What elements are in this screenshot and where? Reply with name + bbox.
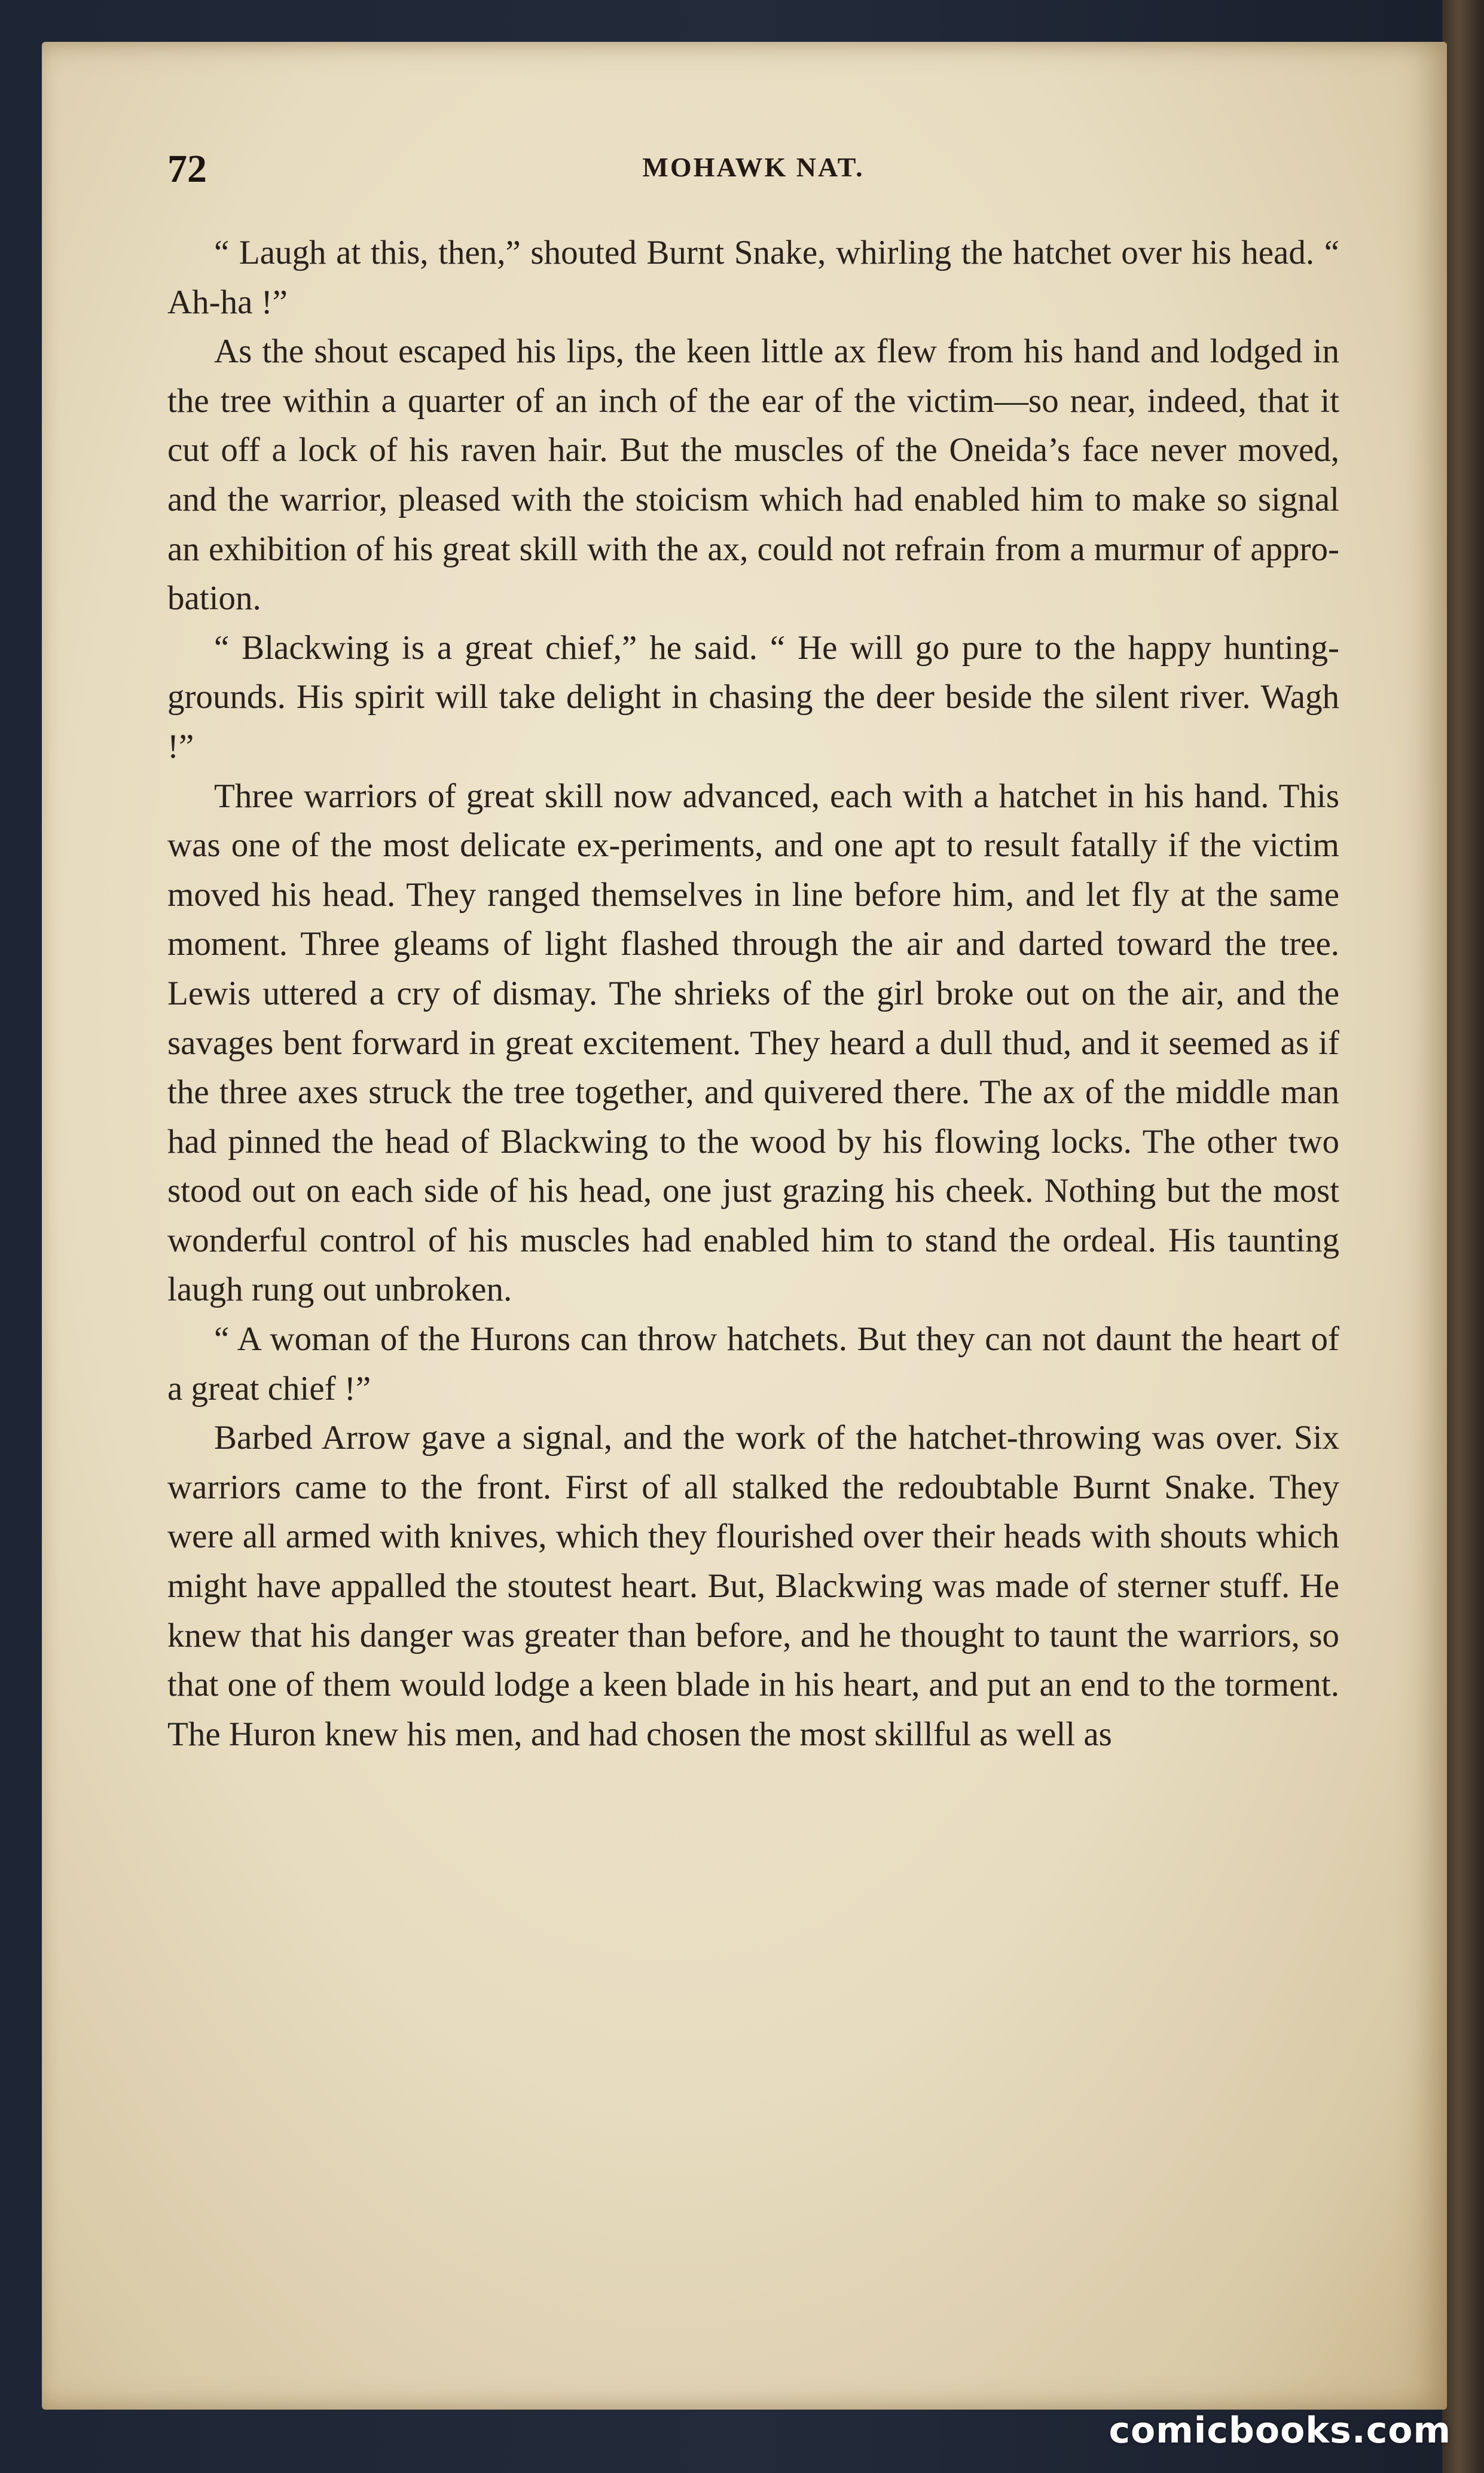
paragraph-6: Barbed Arrow gave a signal, and the work of the hatchet-throwing was over. Six warriors came to the front. First of all stalked the redoubtable Burnt Snake. They were all armed with knives, which they flourished over their heads with shouts which might have appalled the stoutest heart. But, Blackwing was made of sterner stuff. He knew that his danger was greater than before, and he thought to taunt the warriors, so that one of them would lodge a keen blade in his heart, and put an end to the torment. The Huron knew his men, and had chosen the most skillful as well as (167, 1419, 1339, 1753)
body-text (167, 228, 1339, 1759)
book-edge (1442, 0, 1484, 2473)
paragraph-5: “ A woman of the Hurons can throw hatchets. But they can not daunt the heart of a great chief !” (167, 1320, 1339, 1408)
page-number: 72 (167, 147, 207, 191)
paragraph-1: “ Laugh at this, then,” shouted Burnt Snake, whirling the hatchet over his head. “ Ah-ha !” (167, 234, 1339, 321)
watermark-logo: comicbooks.com (1109, 2410, 1451, 2451)
paragraph-3: “ Blackwing is a great chief,” he said. “ He will go pure to the happy hunting-grounds. His spirit will take delight in chasing the deer beside the silent river. Wagh !” (167, 628, 1339, 765)
page-header (167, 146, 1339, 191)
running-title: MOHAWK NAT. (642, 152, 865, 182)
paragraph-2: As the shout escaped his lips, the keen little ax flew from his hand and lodged in the tree within a quarter of an inch of the ear of the victim—so near, indeed, that it cut off a lock of his raven hair. But the muscles of the Oneida’s face never moved, and the warrior, pleased with the stoicism which had enabled him to make so signal an exhibition of his great skill with the ax, could not refrain from a murmur of appro-bation. (167, 332, 1339, 618)
paragraph-4: Three warriors of great skill now advanced, each with a hatchet in his hand. This was one of the most delicate ex-periments, and one apt to result fatally if the victim moved his head. They ranged themselves in line before him, and let fly at the same moment. Three gleams of light flashed through the air and darted toward the tree. Lewis uttered a cry of dismay. The shrieks of the girl broke out on the air, and the savages bent forward in great excitement. They heard a dull thud, and it seemed as if the three axes struck the tree together, and quivered there. The ax of the middle man had pinned the head of Blackwing to the wood by his flowing locks. The other two stood out on each side of his head, one just grazing his cheek. Nothing but the most wonderful control of his muscles had enabled him to stand the ordeal. His taunting laugh rung out unbroken. (167, 777, 1339, 1309)
